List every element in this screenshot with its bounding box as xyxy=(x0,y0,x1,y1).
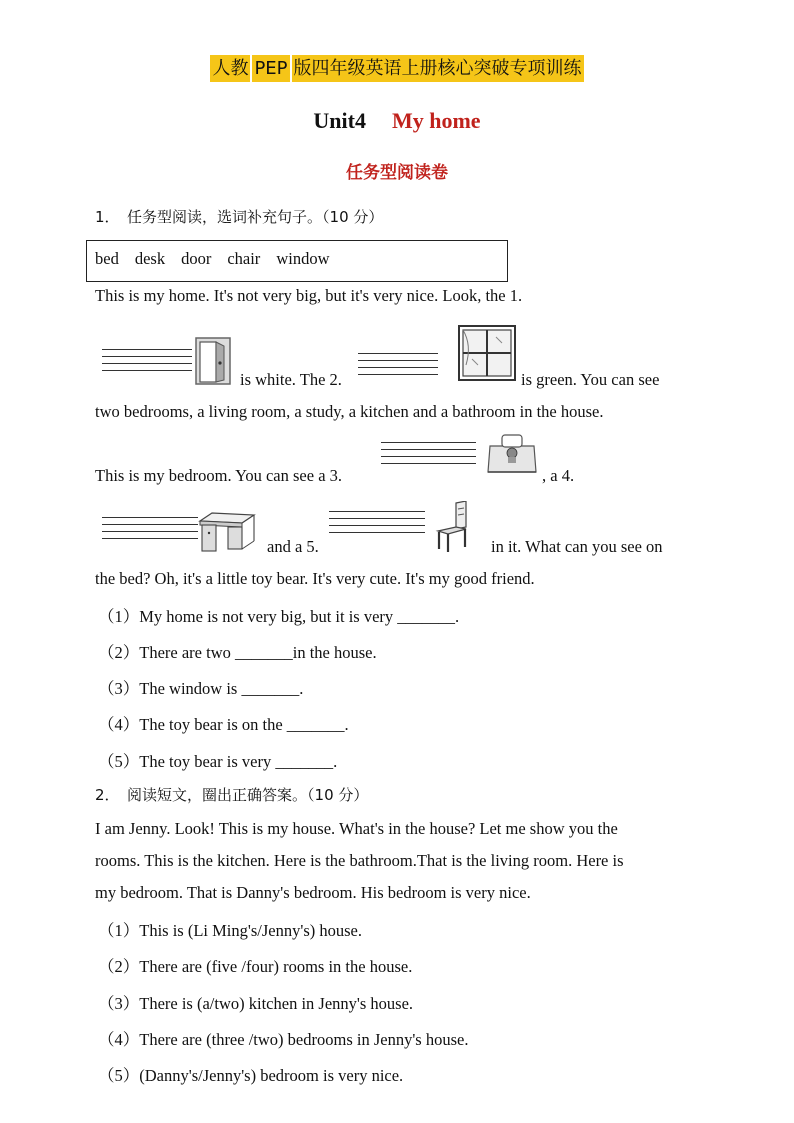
q1-question-1: （1）My home is not very big, but it is very _______. xyxy=(98,607,460,626)
chair-icon xyxy=(434,501,474,553)
q2-passage-line-1: I am Jenny. Look! This is my house. What's in the house? Let me show you the xyxy=(95,819,618,838)
q1-passage-line-1: This is my home. It's not very big, but it's very nice. Look, the 1. xyxy=(95,286,523,305)
blank-3-lines xyxy=(381,442,476,470)
word-bed: bed xyxy=(95,249,119,268)
unit-title xyxy=(0,108,794,134)
q2-question-4: （4）There are (three /two) bedrooms in Jenny's house. xyxy=(98,1030,469,1049)
q1-passage-line-5a: and a 5. xyxy=(267,537,319,556)
word-chair: chair xyxy=(227,249,261,268)
header-part-1: 人教 xyxy=(210,55,250,82)
q1-passage-line-4b: , a 4. xyxy=(542,466,575,485)
header-part-2: PEP xyxy=(252,55,289,82)
q1-passage-line-2a: is white. The 2. xyxy=(240,370,342,389)
q2-heading: 2． 阅读短文，圈出正确答案。（10 分） xyxy=(95,786,369,804)
q1-passage-line-3: two bedrooms, a living room, a study, a kitchen and a bathroom in the house. xyxy=(95,402,604,421)
q1-heading: 1． 任务型阅读，选词补充句子。（10 分） xyxy=(95,208,384,226)
unit-label: Unit4 xyxy=(313,108,366,133)
q2-question-5: （5）(Danny's/Jenny's) bedroom is very nice. xyxy=(98,1066,404,1085)
q1-passage-line-5b: in it. What can you see on xyxy=(491,537,663,556)
blank-4-lines xyxy=(102,517,198,545)
desk-icon xyxy=(198,511,256,553)
q1-passage-line-6: the bed? Oh, it's a little toy bear. It's very cute. It's my good friend. xyxy=(95,569,535,588)
header-part-3: 版四年级英语上册核心突破专项训练 xyxy=(292,55,584,82)
unit-name: My home xyxy=(391,108,481,133)
door-icon xyxy=(195,337,231,385)
q2-question-1: （1）This is (Li Ming's/Jenny's) house. xyxy=(98,921,362,940)
q1-question-5: （5）The toy bear is very _______. xyxy=(98,752,338,771)
word-bank xyxy=(86,240,508,282)
bed-icon xyxy=(484,432,540,478)
q1-question-4: （4）The toy bear is on the _______. xyxy=(98,715,349,734)
q1-question-2: （2）There are two _______in the house. xyxy=(98,643,377,662)
q2-passage-line-3: my bedroom. That is Danny's bedroom. His bedroom is very nice. xyxy=(95,883,531,902)
q1-question-3: （3）The window is _______. xyxy=(98,679,304,698)
word-door: door xyxy=(181,249,212,268)
q2-question-2: （2）There are (five /four) rooms in the house. xyxy=(98,957,413,976)
word-window: window xyxy=(276,249,330,268)
page-subtitle: 任务型阅读卷 xyxy=(346,163,448,183)
q2-question-3: （3）There is (a/two) kitchen in Jenny's house. xyxy=(98,994,414,1013)
doc-header xyxy=(0,52,794,86)
blank-5-lines xyxy=(329,511,425,539)
word-desk: desk xyxy=(134,249,166,268)
q1-passage-line-2b: is green. You can see xyxy=(521,370,660,389)
window-icon xyxy=(458,325,516,381)
q1-passage-line-4a: This is my bedroom. You can see a 3. xyxy=(95,466,343,485)
blank-1-lines xyxy=(102,349,192,377)
blank-2-lines xyxy=(358,353,438,381)
q2-passage-line-2: rooms. This is the kitchen. Here is the bathroom.That is the living room. Here is xyxy=(95,851,624,870)
